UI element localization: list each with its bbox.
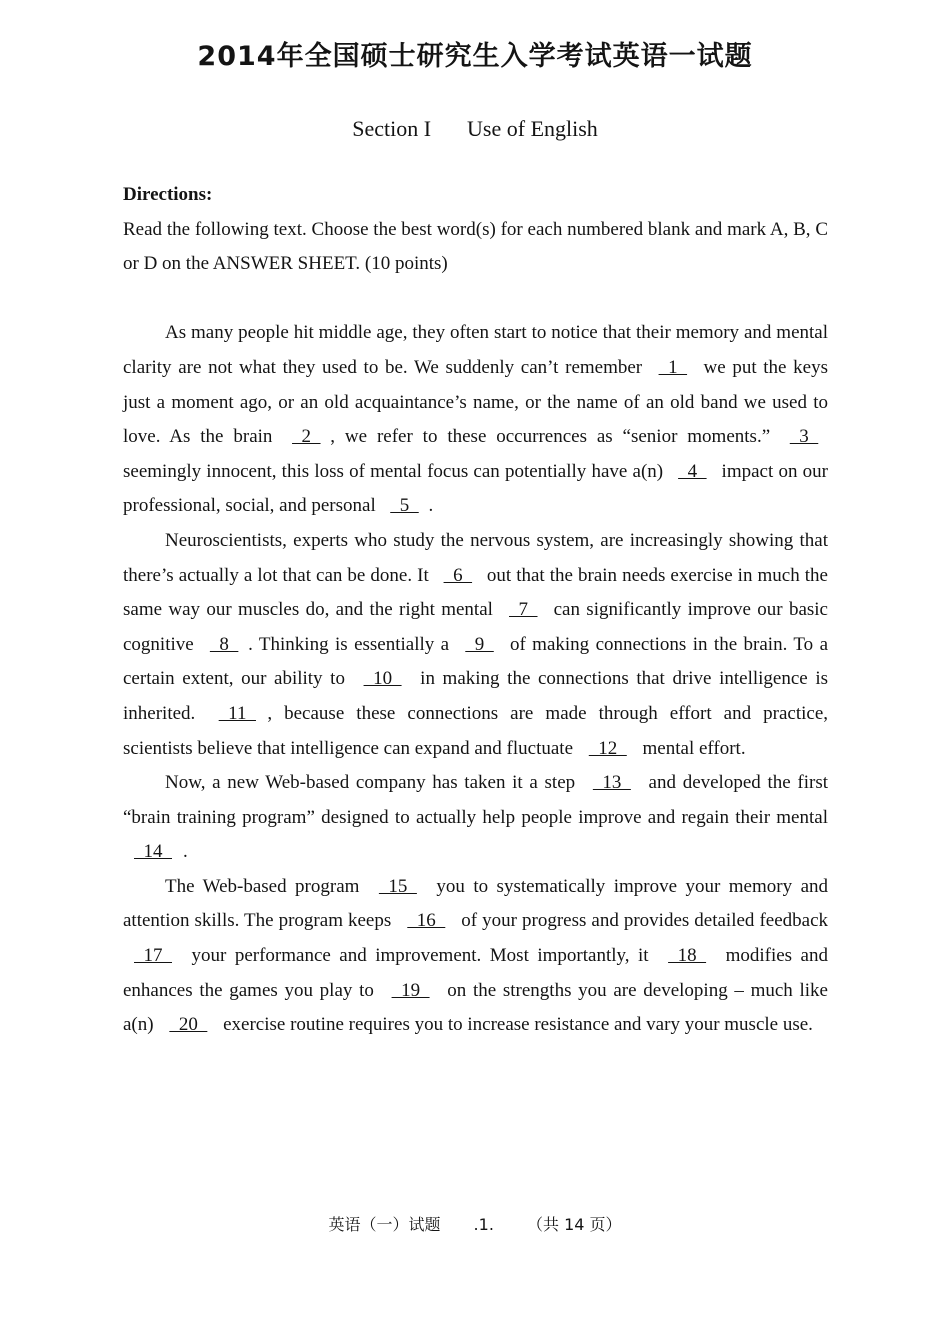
passage-text: of your progress and provides detailed feedback [456,910,829,932]
cloze-blank-6[interactable]: 6 [443,564,473,586]
page-title: 2014年全国硕士研究生入学考试英语一试题 [197,41,753,72]
passage-text: you to systematically improve your memory and attention skills. The program keeps [123,875,828,932]
passage-text: As many people hit middle age, they often start to notice that their memory and mental clarity are not what they used to be. We suddenly can’t remember [123,322,828,378]
cloze-blank-19[interactable]: 19 [391,979,430,1001]
section-number: Section I [352,116,432,141]
passage-body [123,178,828,1043]
page-footer [0,1212,950,1235]
passage-text: , we refer to these occurrences as “senior moments.” [330,426,781,448]
passage-paragraph [123,316,828,524]
passage-text: . [183,841,188,863]
footer-total-pages: （共 14 页） [527,1215,622,1234]
section-name: Use of English [467,116,598,141]
passage-text: The Web-based program [165,875,368,897]
passage-text: your performance and improvement. Most importantly, it [183,945,658,967]
cloze-blank-13[interactable]: 13 [592,772,631,794]
cloze-blank-14[interactable]: 14 [134,841,172,863]
passage-text: impact on our professional, social, and personal [123,460,828,517]
cloze-blank-16[interactable]: 16 [407,910,446,932]
cloze-blank-9[interactable]: 9 [465,633,494,655]
passage-text: exercise routine requires you to increase resistance and vary your muscle use. [218,1014,813,1036]
passage-text: in making the connections that drive intelligence is inherited. [123,668,828,724]
cloze-blank-10[interactable]: 10 [363,668,402,690]
passage-text: out that the brain needs exercise in much the same way our muscles do, and the right mental [123,564,828,621]
passage-text: we put the keys just a moment ago, or an old acquaintance’s name, or the name of an old band we used to love. As the brain [123,356,828,448]
cloze-blank-2[interactable]: 2 [292,426,321,448]
cloze-blank-17[interactable]: 17 [134,945,172,967]
passage-text: mental effort. [637,737,746,759]
cloze-blank-1[interactable]: 1 [658,356,688,378]
cloze-blank-5[interactable]: 5 [390,495,419,517]
passage-text: on the strengths you are developing – much like a(n) [123,979,828,1036]
directions-text: Read the following text. Choose the best word(s) for each numbered blank and mark A, B, C or D on the ANSWER SHEET. (10 points) [123,218,828,275]
cloze-blank-3[interactable]: 3 [789,426,819,448]
cloze-blank-8[interactable]: 8 [209,633,239,655]
passage-text: Neuroscientists, experts who study the nervous system, are increasingly showing that there’s actually a lot that can be done. It [123,529,828,586]
passage-text: Now, a new Web-based company has taken it a step [165,772,582,794]
passage-paragraph [123,524,828,766]
section-heading [0,116,950,142]
cloze-blank-20[interactable]: 20 [169,1014,208,1036]
passage-text: can significantly improve our basic cognitive [123,599,828,655]
passage-paragraph [123,870,828,1043]
cloze-blank-4[interactable]: 4 [678,460,707,482]
passage-text: modifies and enhances the games you play to [123,945,828,1001]
cloze-blank-18[interactable]: 18 [668,945,707,967]
passage-text: . Thinking is essentially a [248,633,456,655]
cloze-passage [123,316,828,1042]
spacer [123,282,828,317]
cloze-blank-12[interactable]: 12 [588,737,627,759]
passage-text: , because these connections are made through effort and practice, scientists believe that intelligence can expand and fluctuate [123,702,828,759]
cloze-blank-7[interactable]: 7 [509,599,538,621]
passage-text: seemingly innocent, this loss of mental focus can potentially have a(n) [123,460,669,482]
footer-page-number: .1. [473,1215,494,1234]
footer-subject: 英语（一）试题 [328,1215,441,1234]
passage-text: and developed the first “brain training program” designed to actually help people improve and regain their mental [123,772,828,828]
directions-heading: Directions: [123,184,213,205]
passage-text: of making connections in the brain. To a certain extent, our ability to [123,633,828,690]
passage-text: . [428,495,434,517]
passage-paragraph [123,766,828,870]
cloze-blank-11[interactable]: 11 [218,702,256,724]
cloze-blank-15[interactable]: 15 [378,875,417,897]
